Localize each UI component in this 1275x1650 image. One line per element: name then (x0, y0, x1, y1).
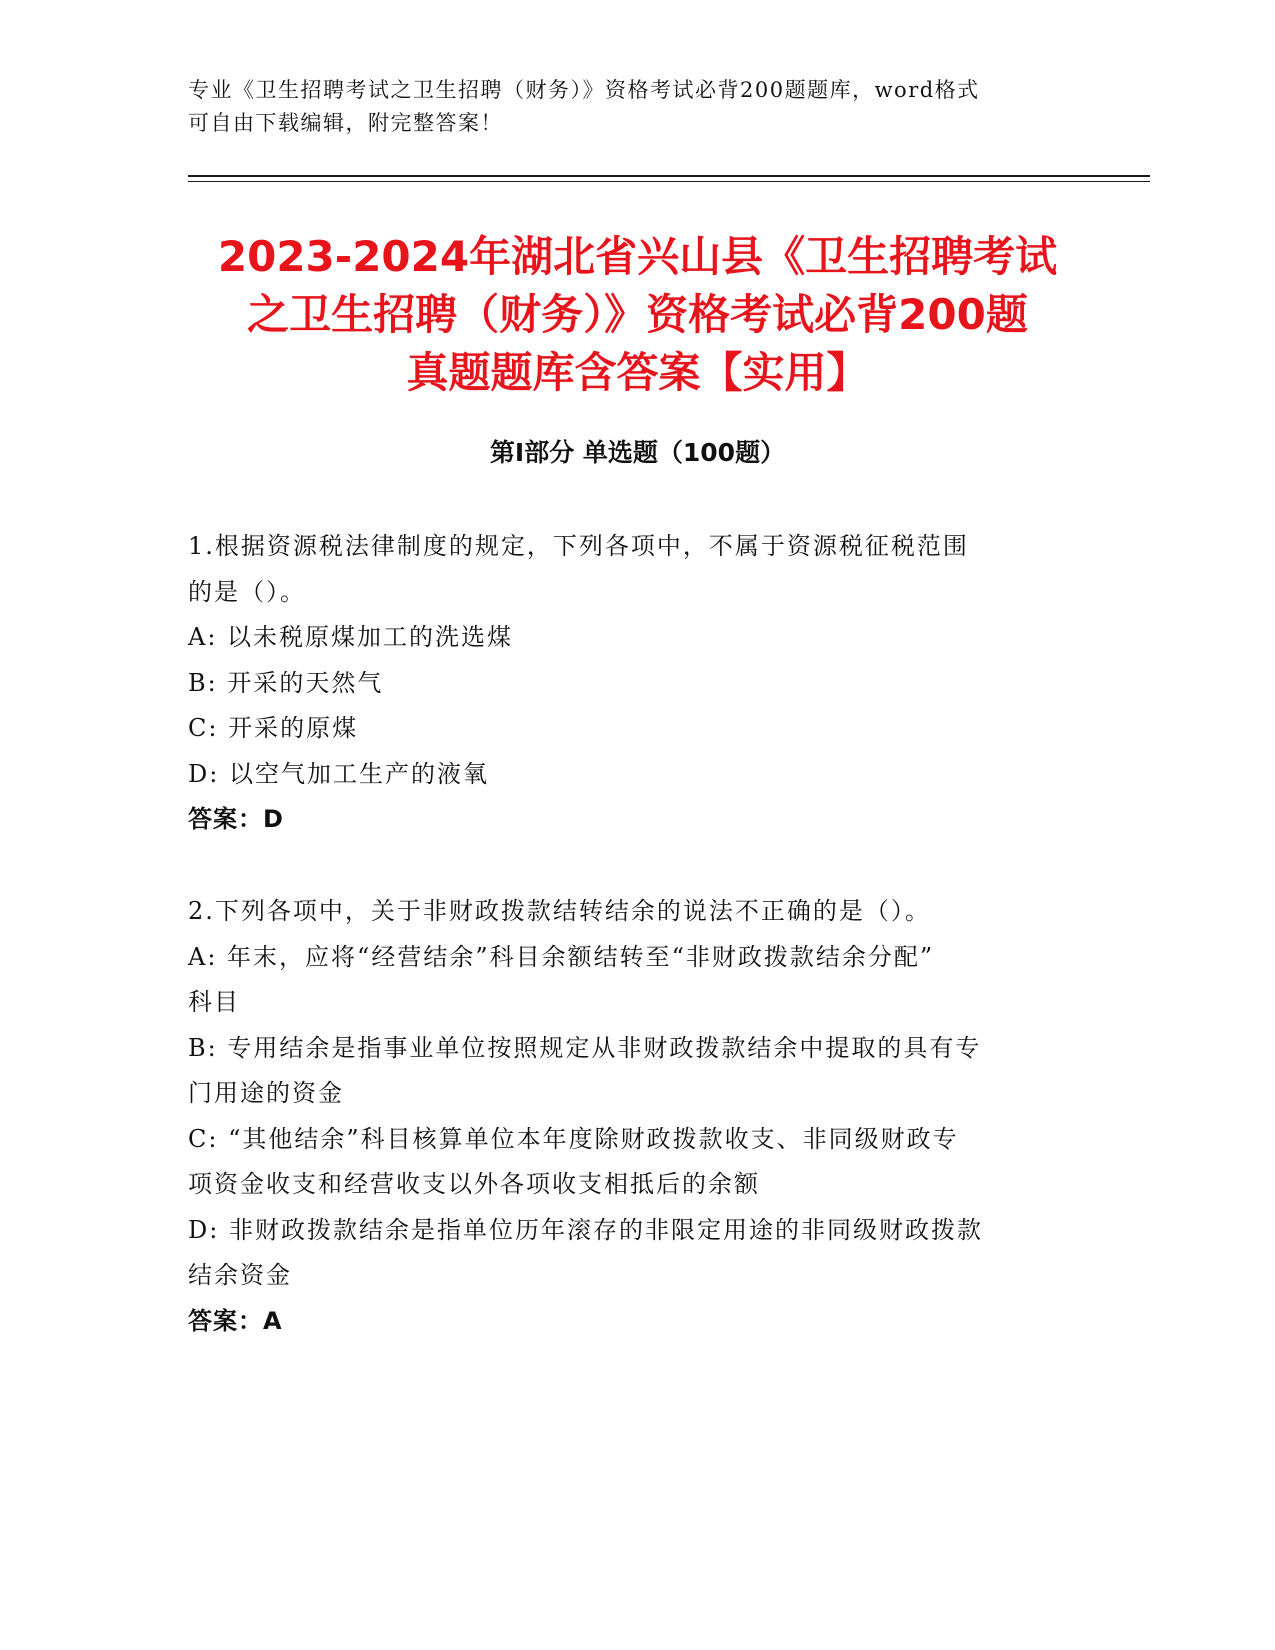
header-divider-thin (188, 181, 1150, 182)
document-title-line-2: 之卫生招聘（财务）》资格考试必背200题 (247, 290, 1028, 339)
option-a-continued: 科目 (188, 988, 240, 1016)
answer-label: 答案：D (188, 805, 284, 833)
option-d: D: 非财政拨款结余是指单位历年滚存的非限定用途的非同级财政拨款 (188, 1215, 983, 1244)
option-a: A: 年末，应将“经营结余”科目余额结转至“非财政拨款结余分配” (188, 942, 935, 971)
question-2 (188, 889, 1068, 1344)
option-c: C: “其他结余”科目核算单位本年度除财政拨款收支、非同级财政专 (188, 1124, 959, 1153)
option-d: D: 以空气加工生产的液氧 (188, 759, 489, 788)
option-a: A: 以未税原煤加工的洗选煤 (188, 623, 514, 651)
section-heading: 第Ⅰ部分 单选题（100题） (489, 438, 786, 467)
document-title (180, 228, 1095, 402)
question-1 (188, 524, 1068, 843)
option-c-continued: 项资金收支和经营收支以外各项收支相抵后的余额 (188, 1170, 760, 1198)
header-note (188, 74, 1068, 140)
document-title-line-3: 真题题库含答案【实用】 (406, 348, 869, 397)
option-c: C: 开采的原煤 (188, 714, 359, 742)
question-stem-line: 1.根据资源税法律制度的规定，下列各项中，不属于资源税征税范围 (188, 532, 969, 560)
option-d-continued: 结余资金 (188, 1261, 292, 1289)
header-divider-thick (188, 175, 1150, 177)
option-b: B: 开采的天然气 (188, 668, 384, 697)
header-note-line-1: 专业《卫生招聘考试之卫生招聘（财务）》资格考试必背200题题库，word格式 (188, 78, 980, 102)
question-stem-line: 2.下列各项中，关于非财政拨款结转结余的说法不正确的是（）。 (188, 897, 931, 925)
option-b: B: 专用结余是指事业单位按照规定从非财政拨款结余中提取的具有专 (188, 1033, 982, 1062)
document-title-line-1: 2023-2024年湖北省兴山县《卫生招聘考试 (217, 232, 1058, 281)
option-b-continued: 门用途的资金 (188, 1079, 344, 1107)
question-stem-line: 的是（）。 (188, 577, 306, 606)
answer-label: 答案：A (188, 1306, 283, 1335)
header-note-line-2: 可自由下载编辑，附完整答案！ (188, 111, 503, 135)
